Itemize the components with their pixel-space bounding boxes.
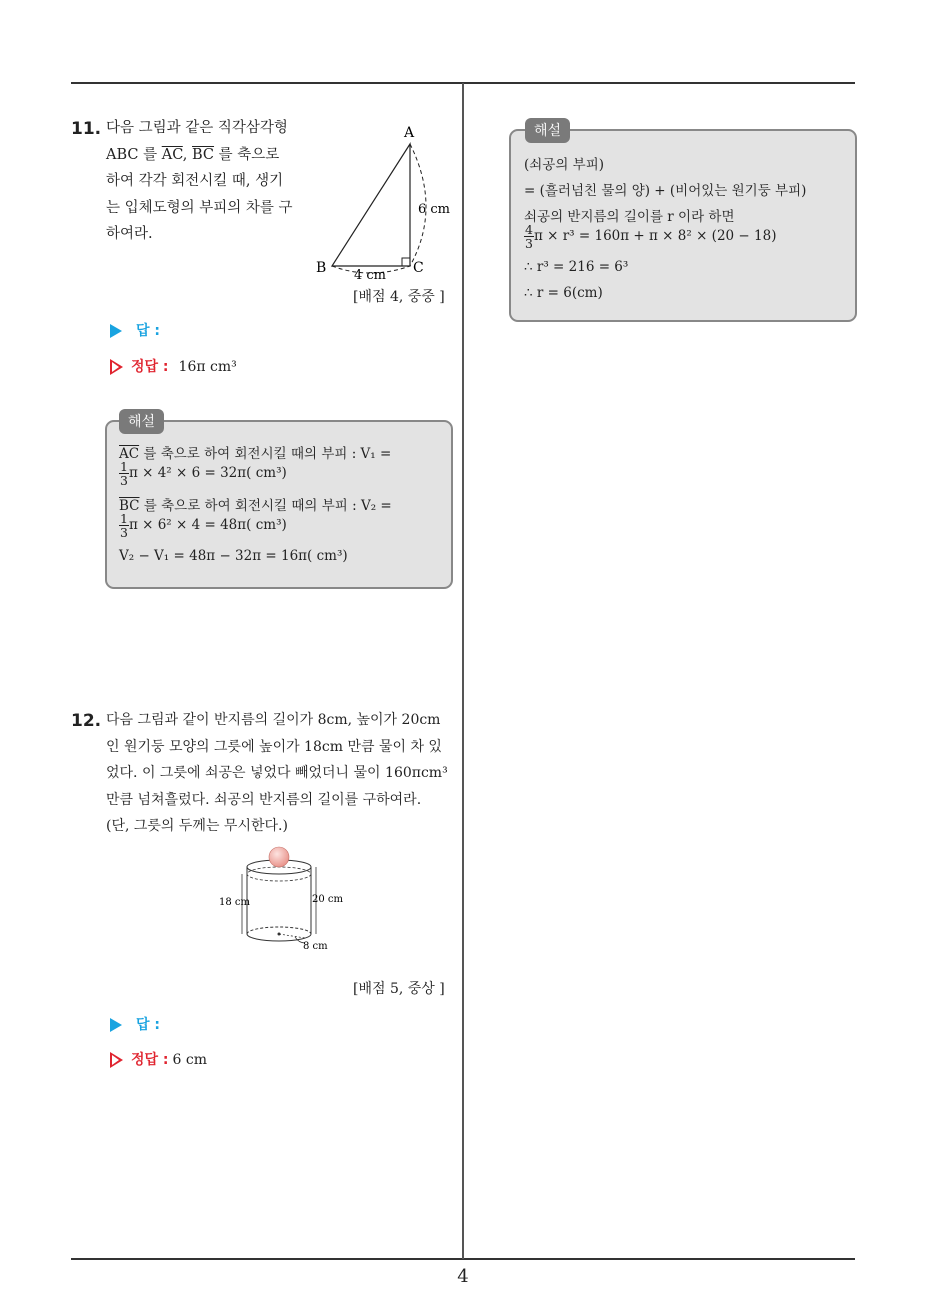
solution-tag: 해설: [525, 118, 570, 143]
question-11-line-2: ABC 를 $\overline{AC}$, $\overline{BC}$ 를 축으로: [106, 146, 280, 163]
side-bc-length: 4 cm: [354, 268, 387, 283]
correct-label: 정답 :: [131, 1052, 169, 1068]
column-divider: [462, 83, 464, 1259]
correct-value: 16π cm³: [178, 359, 237, 375]
radius-line: [279, 934, 305, 938]
outline-triangle-icon: [110, 359, 123, 375]
question-12-line-3: 었다. 이 그릇에 쇠공은 넣었다 빼었더니 물이 160πcm³: [106, 765, 448, 781]
question-12-answer-row: [110, 1014, 160, 1034]
question-12-line-5: (단, 그릇의 두께는 무시한다.): [106, 818, 288, 834]
correct-label: 정답 :: [131, 359, 169, 375]
solution-line-4: $\frac{4}{3}$ π × r³ = 160π + π × 8² × (20 − 18): [525, 222, 777, 251]
question-12-line-2: 인 원기둥 모양의 그릇에 높이가 18cm 만큼 물이 차 있: [106, 738, 442, 755]
question-12-score: [배점 5, 중상 ]: [353, 981, 445, 997]
solution-line-1: (쇠공의 부피): [524, 157, 605, 173]
solution-line-2: = (흘러넘친 물의 양) + (비어있는 원기둥 부피): [524, 183, 807, 199]
page-number: 4: [457, 1266, 469, 1287]
solution-line-4: $\frac{1}{3}$ π × 6² × 4 = 48π( cm³): [120, 511, 287, 540]
solution-line-3: $\overline{BC}$ 를 축으로 하여 회전시킬 때의 부피 : V₂ =: [119, 498, 392, 514]
question-11-line-3: 하여 각각 회전시킬 때, 생기: [106, 173, 284, 189]
question-12-solution-box: [509, 123, 857, 322]
filled-triangle-icon: [110, 324, 122, 338]
triangle-figure: [310, 118, 460, 283]
question-11-text: [106, 115, 293, 248]
question-12-correct-row: [110, 1049, 207, 1069]
fraction-four-thirds: $\frac{4}{3}$: [525, 222, 533, 251]
solution-line-5: ∴ r³ = 216 = 6³: [524, 259, 629, 275]
correct-value: 6 cm: [172, 1052, 208, 1068]
question-11-line-4: 는 입체도형의 부피의 차를 구: [106, 199, 293, 216]
question-12-number: 12.: [71, 711, 102, 731]
solution-line-5: V₂ − V₁ = 48π − 32π = 16π( cm³): [119, 548, 348, 564]
cylinder-figure: [215, 842, 355, 957]
question-12-text: [106, 707, 448, 840]
outline-triangle-icon: [110, 1052, 123, 1068]
question-11-line-1: 다음 그림과 같은 직각삼각형: [106, 120, 288, 136]
label-c: C: [413, 260, 424, 276]
solution-line-6: ∴ r = 6(cm): [524, 285, 603, 301]
question-11-number: 11.: [71, 119, 102, 139]
solution-line-1: $\overline{AC}$ 를 축으로 하여 회전시킬 때의 부피 : V₁ =: [119, 446, 392, 462]
question-12-line-1: 다음 그림과 같이 반지름의 길이가 8cm, 높이가 20cm: [106, 712, 441, 728]
question-11-answer-row: [110, 320, 160, 340]
segment-bc: $\overline{BC}$: [192, 146, 215, 163]
label-b: B: [316, 260, 327, 276]
solution-line-3: 쇠공의 반지름의 길이를 r 이라 하면: [524, 209, 735, 225]
triangle-abc: [332, 144, 410, 266]
answer-label: 답 :: [136, 323, 160, 339]
water-height-label: 18 cm: [219, 897, 250, 908]
fraction-one-third: $\frac{1}{3}$: [120, 511, 128, 540]
answer-label: 답 :: [136, 1017, 160, 1033]
question-11-correct-row: [110, 356, 237, 376]
question-12-line-4: 만큼 넘쳐흘렀다. 쇠공의 반지름의 길이를 구하여라.: [106, 791, 422, 808]
height-label: 20 cm: [312, 894, 343, 905]
label-a: A: [404, 125, 415, 141]
radius-label: 8 cm: [303, 941, 328, 952]
solution-tag: 해설: [119, 409, 164, 434]
right-angle-mark: [402, 258, 410, 266]
steel-ball: [269, 847, 289, 867]
side-ac-length: 6 cm: [418, 202, 451, 217]
filled-triangle-icon: [110, 1018, 122, 1032]
question-11-solution-box: [105, 414, 453, 589]
question-11-line-5: 하여라.: [106, 226, 153, 242]
segment-ac: $\overline{AC}$: [161, 146, 183, 163]
question-11-score: [배점 4, 중중 ]: [353, 289, 445, 305]
solution-line-2: $\frac{1}{3}$ π × 4² × 6 = 32π( cm³): [120, 459, 287, 488]
fraction-one-third: $\frac{1}{3}$: [120, 459, 128, 488]
